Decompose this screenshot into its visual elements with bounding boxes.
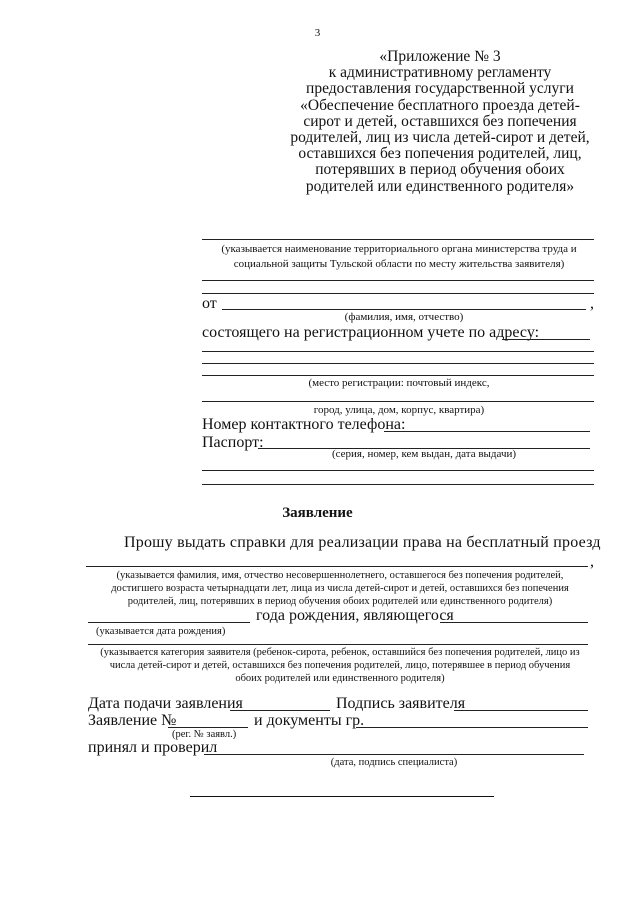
child-name-line[interactable] — [86, 566, 588, 567]
passport-extra-line-1[interactable] — [202, 470, 594, 471]
passport-label: Паспорт: — [202, 434, 264, 451]
category-hint-2: числа детей-сирот и детей, оставшихся без попечения родителей, лицо, потерявшее в период обучения — [109, 660, 571, 671]
passport-extra-line-2[interactable] — [202, 484, 594, 485]
address-line-0[interactable] — [502, 339, 590, 340]
birth-date-line[interactable] — [88, 622, 250, 623]
address-line-1[interactable] — [202, 351, 594, 352]
date-signature-hint: (дата, подпись специалиста) — [330, 757, 458, 768]
page-number: 3 — [314, 27, 321, 39]
request-text: Прошу выдать справки для реализации права на бесплатный проезд — [124, 534, 601, 551]
fio-hint: (фамилия, имя, отчество) — [344, 311, 464, 323]
organ-extra-line-2[interactable] — [202, 293, 594, 294]
from-label: от — [202, 295, 217, 312]
registered-label: состоящего на регистрационном учете по адресу: — [202, 324, 540, 341]
category-hint-3: обоих родителей или единственного родителя) — [235, 673, 445, 684]
accepted-line[interactable] — [204, 754, 584, 755]
address-hint-1: (место регистрации: почтовый индекс, — [308, 377, 490, 389]
request-comma: , — [590, 553, 594, 570]
child-hint-1: (указывается фамилия, имя, отчество несовершеннолетнего, оставшегося без попечения родителей, — [116, 570, 564, 581]
documents-label: и документы гр. — [254, 712, 365, 729]
from-comma: , — [590, 295, 594, 312]
appendix-line: «Приложение № 3 — [379, 48, 501, 65]
signature-label: Подпись заявителя — [336, 695, 466, 712]
category-hint-1: (указывается категория заявителя (ребенок-сирота, ребенок, оставшийся без попечения родителей, лицо из — [100, 647, 580, 658]
reg-no-hint: (рег. № заявл.) — [172, 729, 237, 740]
organ-hint-1: (указывается наименование территориального органа министерства труда и — [221, 243, 577, 255]
child-hint-3: родителей, лиц, потерявших в период обучения обоих родителей или единственного родителя) — [127, 596, 553, 607]
appendix-header — [290, 49, 590, 195]
date-line[interactable] — [230, 710, 330, 711]
birth-date-hint: (указывается дата рождения) — [96, 626, 226, 637]
appendix-line: к административному регламенту — [328, 64, 552, 82]
organ-hint-2: социальной защиты Тульской области по месту жительства заявителя) — [233, 258, 565, 270]
organ-extra-line-1[interactable] — [202, 280, 594, 281]
address-line-2[interactable] — [202, 363, 594, 364]
appendix-line: потерявших в период обучения обоих — [315, 161, 565, 179]
date-label: Дата подачи заявления — [88, 695, 243, 712]
organ-name-line[interactable] — [202, 239, 594, 240]
statement-no-label: Заявление № — [88, 712, 177, 729]
passport-hint: (серия, номер, кем выдан, дата выдачи) — [331, 448, 517, 460]
appendix-line: родителей, лиц из числа детей-сирот и детей, — [290, 129, 590, 147]
address-line-3[interactable] — [202, 375, 594, 376]
appendix-line: предоставления государственной услуги — [306, 80, 574, 98]
category-line[interactable] — [88, 644, 588, 645]
statement-title: Заявление — [282, 505, 353, 521]
appendix-line: родителей или единственного родителя» — [305, 177, 575, 195]
phone-label: Номер контактного телефона: — [202, 416, 406, 433]
signature-line[interactable] — [454, 710, 588, 711]
closing-rule — [190, 796, 494, 797]
child-hint-2: достигшего возраста четырнадцати лет, лица из числа детей-сирот и детей, оставшихся без попечения — [111, 583, 569, 594]
fio-line[interactable] — [222, 309, 586, 310]
documents-line[interactable] — [356, 727, 588, 728]
phone-line[interactable] — [384, 431, 590, 432]
address-line-4[interactable] — [202, 401, 594, 402]
address-hint-2: город, улица, дом, корпус, квартира) — [313, 404, 485, 416]
birth-year-tail-line[interactable] — [440, 622, 588, 623]
accepted-label: принял и проверил — [88, 739, 218, 756]
appendix-line: сирот и детей, оставшихся без попечения — [303, 112, 577, 130]
appendix-line: оставшихся без попечения родителей, лиц, — [298, 145, 582, 163]
birth-year-label: года рождения, являющегося — [256, 607, 454, 624]
appendix-line: «Обеспечение бесплатного проезда детей- — [300, 96, 580, 114]
